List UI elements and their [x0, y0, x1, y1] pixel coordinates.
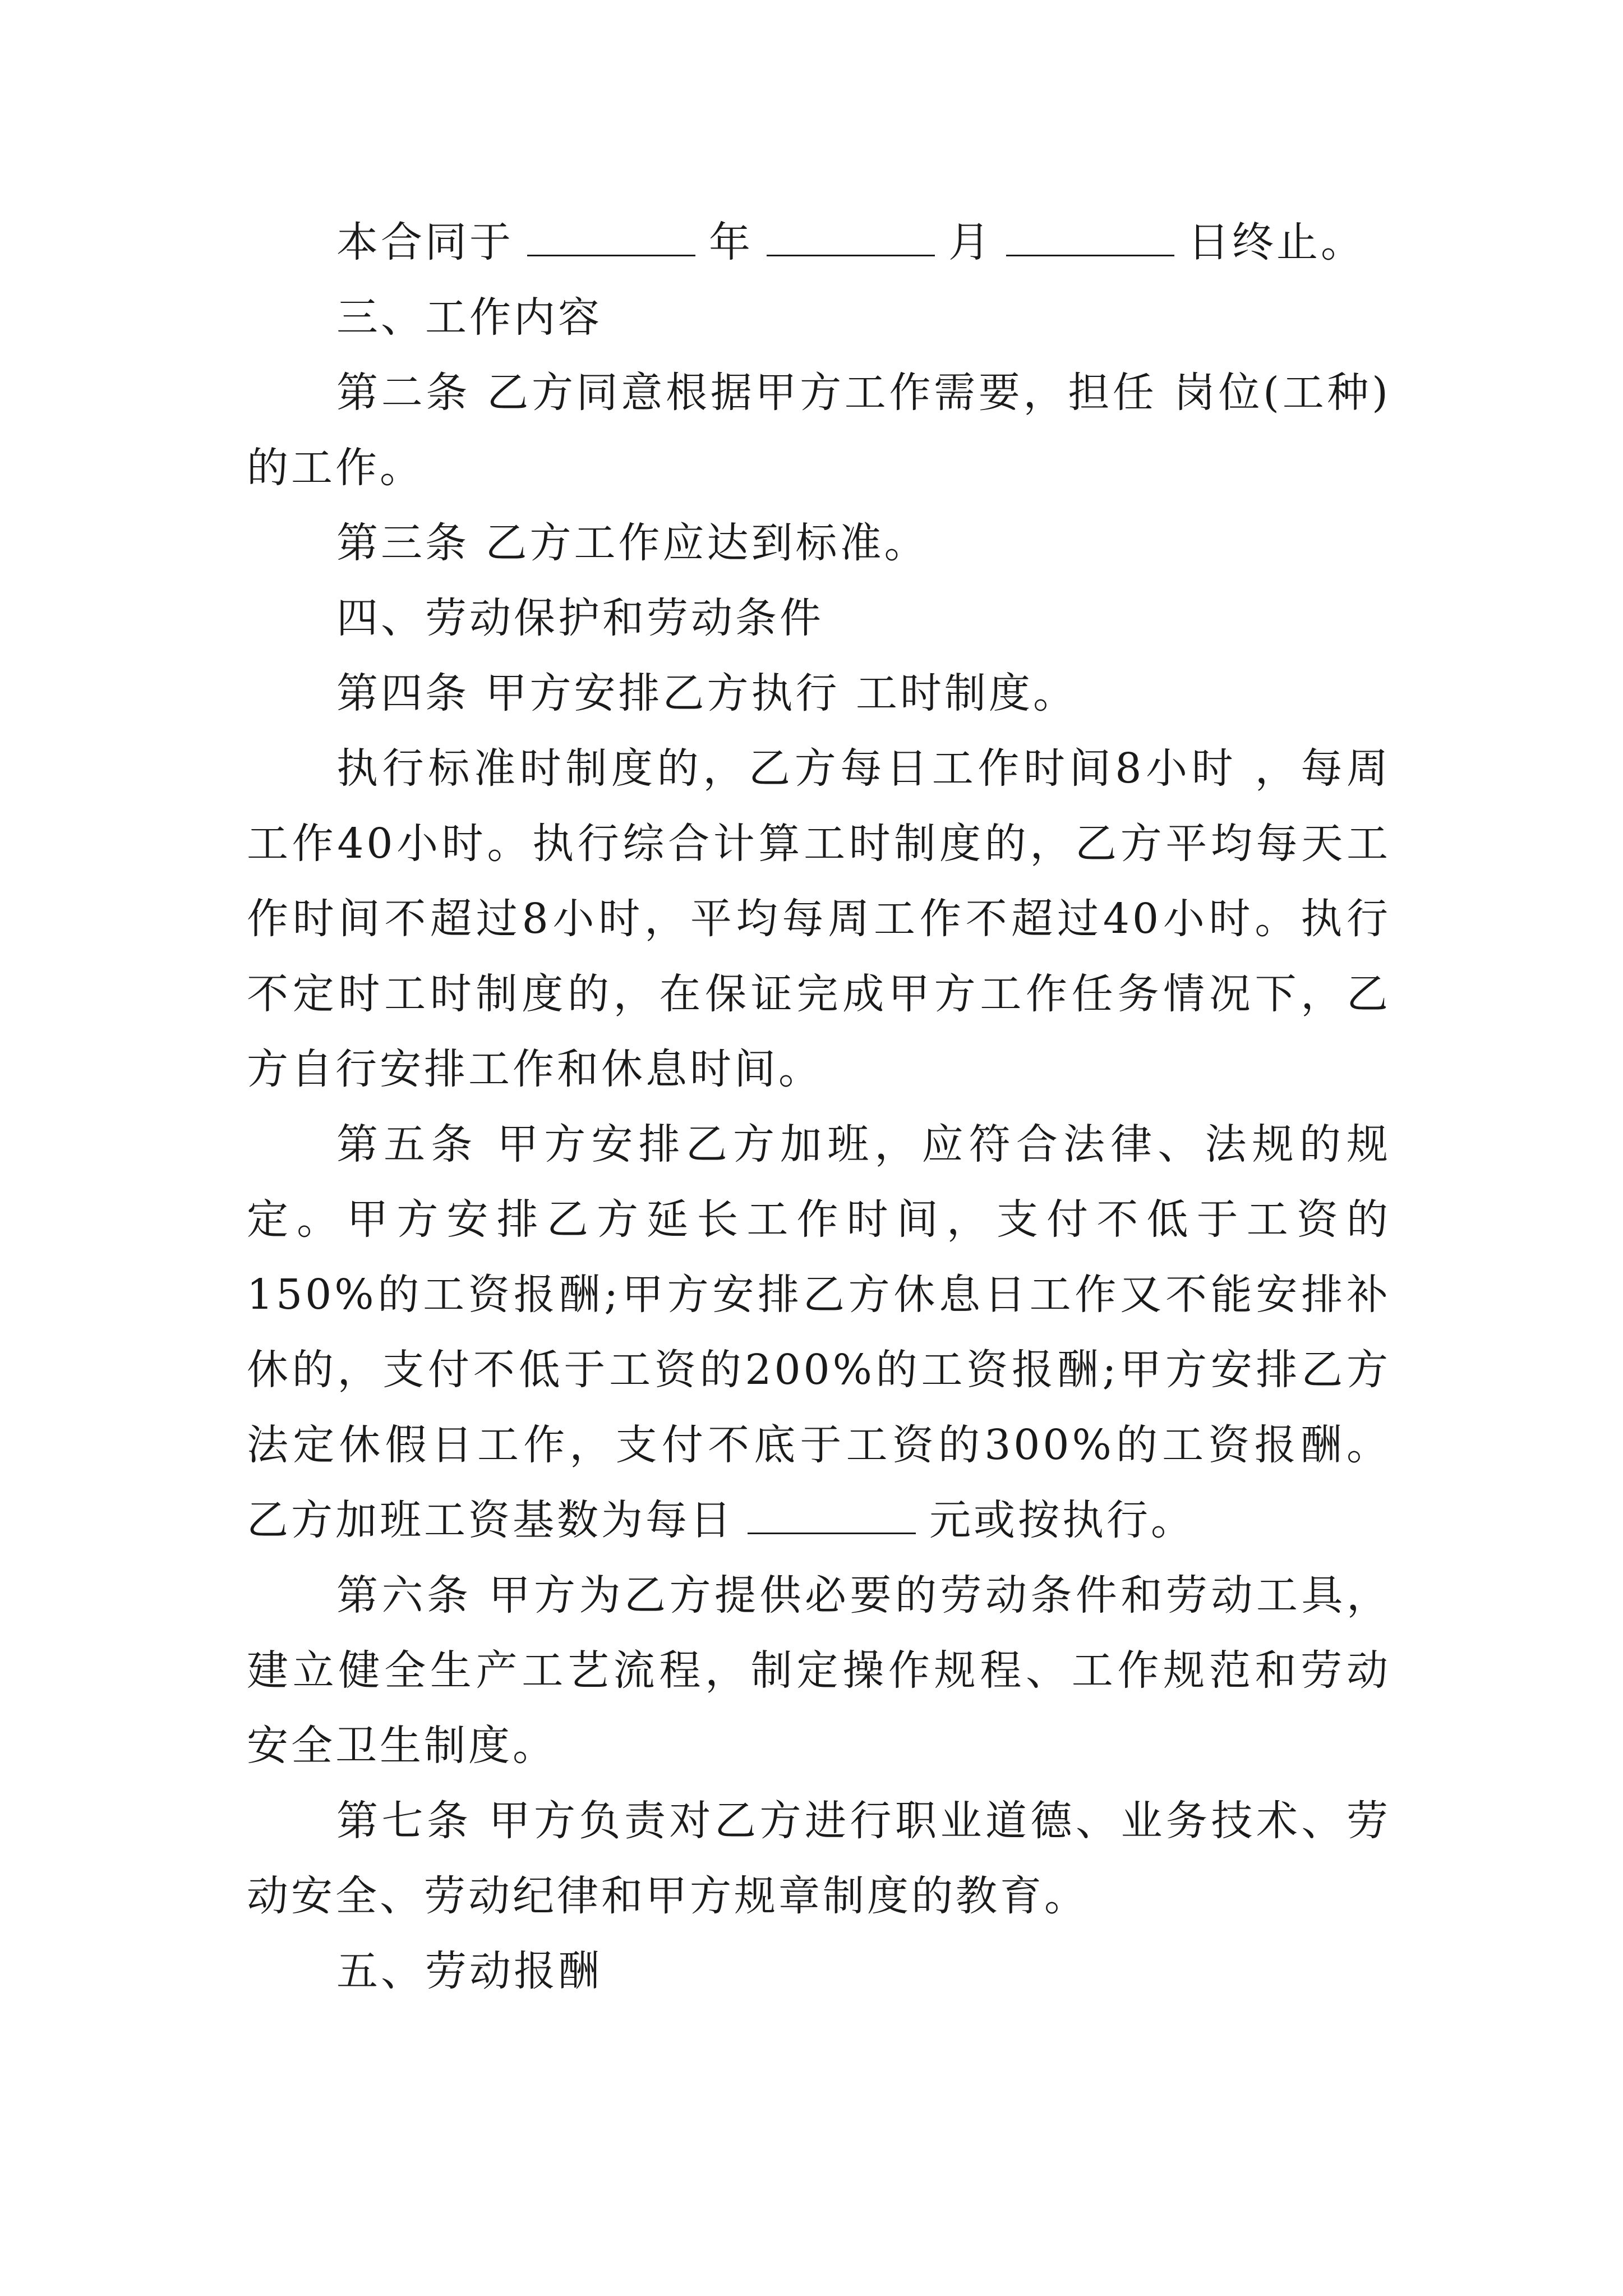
article-5 [247, 1107, 1391, 1558]
blank-overtime-base-field [748, 1499, 916, 1534]
article-4: 第四条 甲方安排乙方执行 工时制度。 [336, 669, 1078, 717]
blank-year-field [527, 221, 695, 256]
article-5-text: 第五条 甲方安排乙方加班，应符合法律、法规的规定。甲方安排乙方延长工作时间，支付不低于工资的150%的工资报酬;甲方安排乙方休息日工作又不能安排补休的，支付不低于工资的200%的工资报酬;甲方安排乙方法定休假日工作，支付不底于工资的300%的工资报酬。乙方加班工资基数为每日 [247, 1120, 1391, 1544]
paragraph-working-hours: 执行标准时制度的，乙方每日工作时间8小时 ，每周工作40小时。执行综合计算工时制度的，乙方平均每天工作时间不超过8小时，平均每周工作不超过40小时。执行不定时工时制度的，在保证完成甲方工作任务情况下，乙方自行安排工作和休息时间。 [247, 744, 1391, 1093]
article-7: 第七条 甲方负责对乙方进行职业道德、业务技术、劳动安全、劳动纪律和甲方规章制度的教育。 [247, 1797, 1391, 1920]
text-month: 月 [948, 218, 993, 266]
paragraph-termination-date [247, 205, 1391, 280]
section-heading-work-content: 三、工作内容 [336, 293, 602, 342]
article-2: 第二条 乙方同意根据甲方工作需要，担任 岗位(工种)的工作。 [247, 369, 1391, 492]
blank-day-field [1006, 221, 1174, 256]
text-year: 年 [709, 218, 753, 266]
blank-month-field [767, 221, 935, 256]
article-5-suffix: 元或按执行。 [929, 1496, 1195, 1544]
document-body [247, 205, 1391, 2009]
text-day-end: 日终止。 [1188, 218, 1365, 266]
section-heading-remuneration: 五、劳动报酬 [336, 1947, 602, 1995]
article-6: 第六条 甲方为乙方提供必要的劳动条件和劳动工具，建立健全生产工艺流程，制定操作规程、工作规范和劳动安全卫生制度。 [247, 1571, 1391, 1770]
text-contract-end-prefix: 本合同于 [336, 218, 514, 266]
section-heading-labor-protection: 四、劳动保护和劳动条件 [336, 594, 824, 642]
article-3: 第三条 乙方工作应达到标准。 [336, 519, 929, 567]
